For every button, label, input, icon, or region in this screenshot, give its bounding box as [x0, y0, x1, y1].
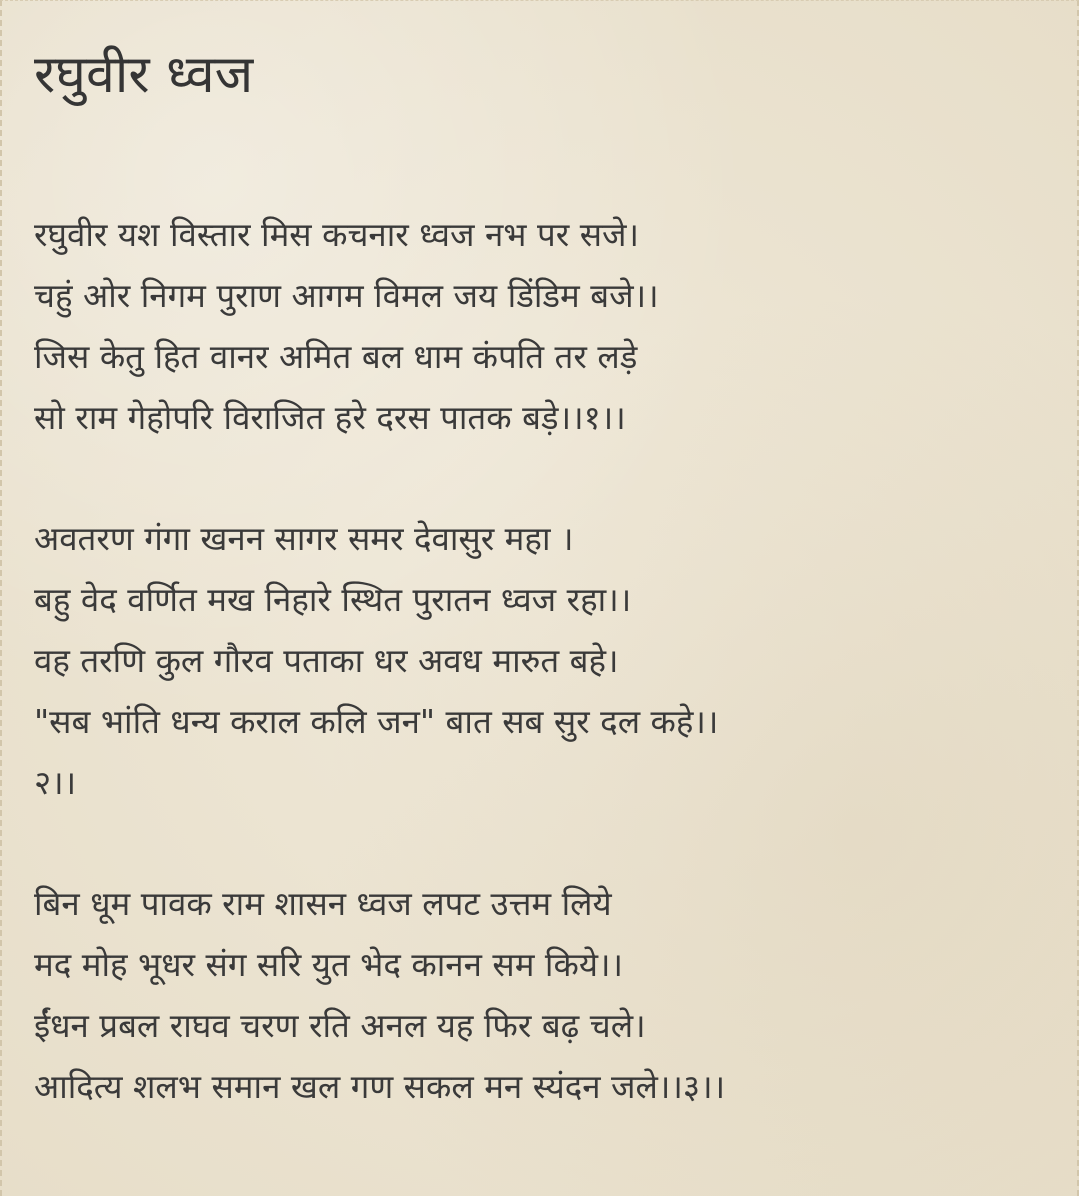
verse-line: रघुवीर यश विस्तार मिस कचनार ध्वज नभ पर सजे। — [34, 215, 640, 254]
verse-line: चहुं ओर निगम पुराण आगम विमल जय डिंडिम बजे।। — [34, 276, 659, 315]
verse-line: वह तरणि कुल गौरव पताका धर अवध मारुत बहे। — [34, 641, 619, 680]
verse-line: आदित्य शलभ समान खल गण सकल मन स्यंदन जले।।३।। — [34, 1067, 726, 1106]
verse-line: बहु वेद वर्णित मख निहारे स्थित पुरातन ध्वज रहा।। — [34, 580, 632, 619]
verse-line: मद मोह भूधर संग सरि युत भेद कानन सम किये।। — [34, 945, 623, 984]
stanza-3 — [34, 873, 1054, 1117]
verse-line: २।। — [34, 763, 77, 802]
verse-line: अवतरण गंगा खनन सागर समर देवासुर महा । — [34, 519, 574, 558]
stanza-2 — [34, 508, 1054, 813]
poem-title: रघुवीर ध्वज — [34, 45, 254, 105]
verse-line: "सब भांति धन्य कराल कलि जन" बात सब सुर दल कहे।। — [34, 702, 719, 741]
verse-line: बिन धूम पावक राम शासन ध्वज लपट उत्तम लिये — [34, 884, 612, 923]
verse-line: जिस केतु हित वानर अमित बल धाम कंपति तर लड़े — [34, 337, 638, 376]
verse-line: ईंधन प्रबल राघव चरण रति अनल यह फिर बढ़ चले। — [34, 1006, 646, 1045]
verse-line: सो राम गेहोपरि विराजित हरे दरस पातक बड़े।।१।। — [34, 398, 626, 437]
poem-container — [34, 40, 1054, 1177]
stanza-1 — [34, 204, 1054, 448]
